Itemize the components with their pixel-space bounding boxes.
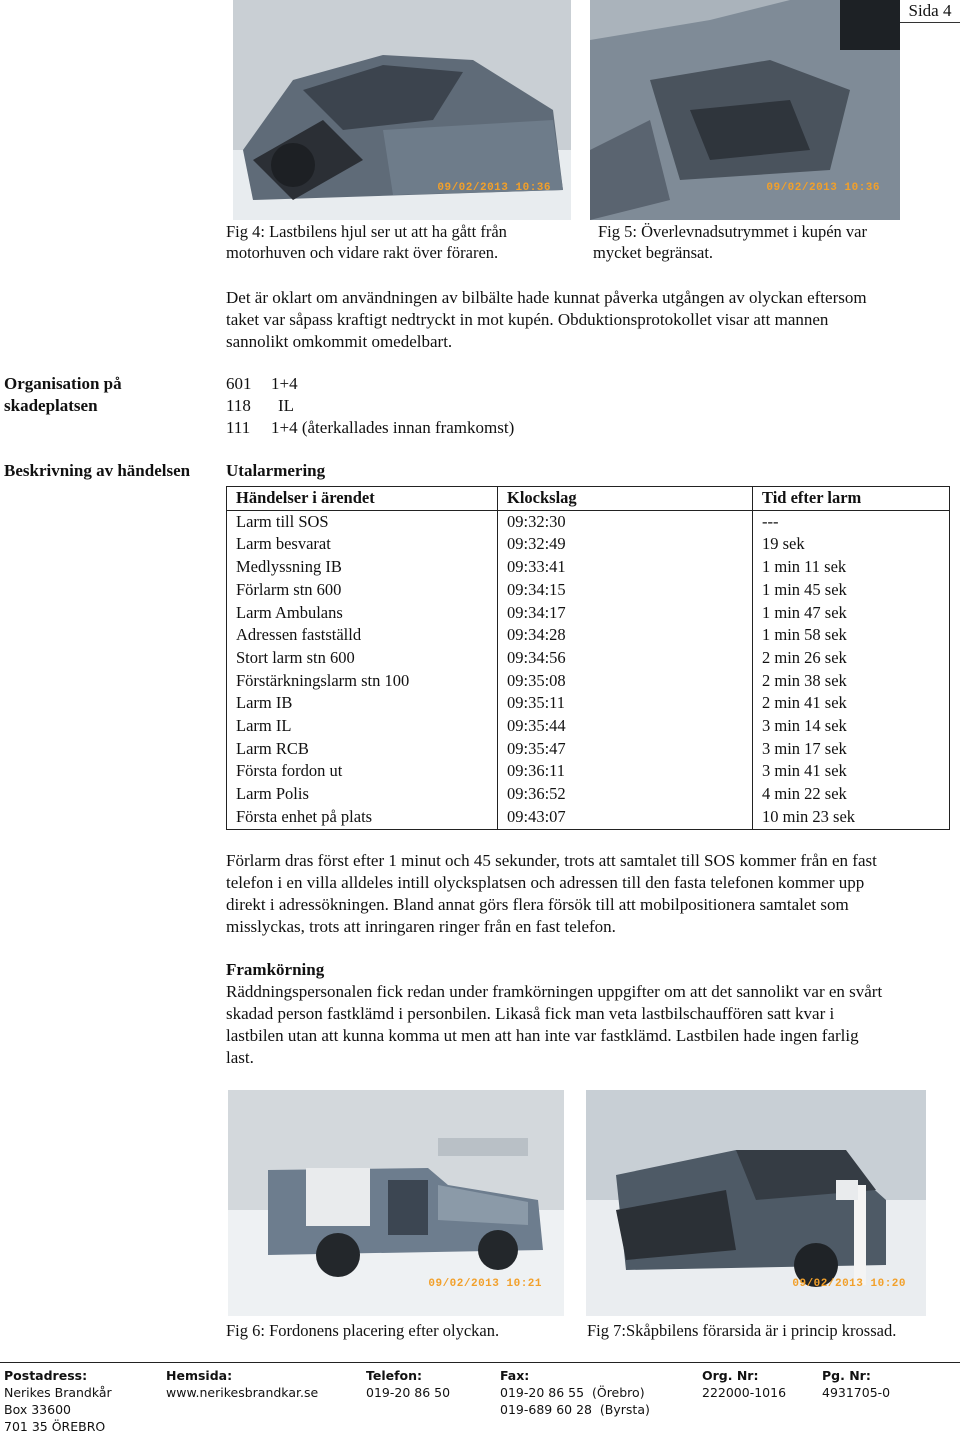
fig7-timestamp: 09/02/2013 10:20 bbox=[792, 1278, 906, 1290]
elapsed-cell: 3 min 17 sek bbox=[753, 738, 950, 761]
fig4-photo bbox=[233, 0, 571, 220]
elapsed-cell: 19 sek bbox=[753, 533, 950, 556]
event-cell: Larm besvarat bbox=[227, 533, 498, 556]
description-label: Beskrivning av händelsen bbox=[4, 461, 191, 480]
fig7-photo bbox=[586, 1090, 926, 1316]
fig7-caption: Fig 7:Skåpbilens förarsida är i princip krossad. bbox=[587, 1321, 897, 1340]
time-cell: 09:35:08 bbox=[498, 670, 753, 693]
forlarm-paragraph: Förlarm dras först efter 1 minut och 45 sekunder, trots att samtalet till SOS kommer från en fast telefon i en villa alldeles intill olycksplatsen och adressen till den fasta telefonen kommer upp direkt i adressökningen. Bland annat görs flera försök till att mobilpositionera samtalet som misslyckas, trots att inringaren ringer från en fast telefon. bbox=[226, 851, 877, 936]
framkorning-heading: Framkörning bbox=[226, 960, 325, 979]
table-row bbox=[227, 692, 950, 715]
events-table bbox=[226, 486, 950, 830]
event-cell: Larm IB bbox=[227, 692, 498, 715]
header-time: Klockslag bbox=[498, 487, 753, 511]
page-number: Sida 4 bbox=[899, 0, 960, 23]
event-cell: Larm Ambulans bbox=[227, 602, 498, 625]
elapsed-cell: 3 min 14 sek bbox=[753, 715, 950, 738]
event-cell: Stort larm stn 600 bbox=[227, 647, 498, 670]
fig4-caption: Fig 4: Lastbilens hjul ser ut att ha gått från motorhuven och vidare rakt över föraren. bbox=[226, 222, 507, 262]
time-cell: 09:34:17 bbox=[498, 602, 753, 625]
elapsed-cell: 1 min 11 sek bbox=[753, 556, 950, 579]
fig5-photo bbox=[590, 0, 900, 220]
event-cell: Larm Polis bbox=[227, 783, 498, 806]
table-row bbox=[227, 670, 950, 693]
unit-row: 118 IL bbox=[226, 396, 295, 415]
table-row bbox=[227, 647, 950, 670]
fig6-photo bbox=[228, 1090, 564, 1316]
event-cell: Förstärkningslarm stn 100 bbox=[227, 670, 498, 693]
utalarmering-heading: Utalarmering bbox=[226, 461, 326, 480]
unit-row: 601 1+4 bbox=[226, 374, 298, 393]
redacted-area bbox=[306, 1168, 370, 1226]
event-cell: Första enhet på plats bbox=[227, 806, 498, 829]
event-cell: Förlarm stn 600 bbox=[227, 579, 498, 602]
intro-paragraph: Det är oklart om användningen av bilbälte hade kunnat påverka utgången av olyckan eftersom taket var såpass kraftigt nedtryckt in mot kupén. Obduktionsprotokollet visar att mannen sannolikt omkommit omedelbart. bbox=[226, 288, 867, 351]
elapsed-cell: --- bbox=[753, 510, 950, 533]
footer-hemsida: Hemsida: www.nerikesbrandkar.se bbox=[166, 1368, 319, 1400]
time-cell: 09:32:30 bbox=[498, 510, 753, 533]
table-header-row bbox=[227, 487, 950, 511]
framkorning-paragraph: Räddningspersonalen fick redan under framkörningen uppgifter om att det sannolikt var en svårt skadad person fastklämd i personbilen. Likaså fick man veta lastbilschauffören satt kvar i lastbilen utan att kunna komma ut men att han inte var fastklämd. Lastbilen hade ingen farlig last. bbox=[226, 982, 883, 1067]
fig5-timestamp: 09/02/2013 10:36 bbox=[766, 182, 880, 194]
time-cell: 09:34:56 bbox=[498, 647, 753, 670]
event-cell: Larm till SOS bbox=[227, 510, 498, 533]
event-cell: Första fordon ut bbox=[227, 760, 498, 783]
table-row bbox=[227, 579, 950, 602]
time-cell: 09:36:11 bbox=[498, 760, 753, 783]
table-row bbox=[227, 510, 950, 533]
table-row bbox=[227, 715, 950, 738]
table-row bbox=[227, 806, 950, 829]
header-elapsed: Tid efter larm bbox=[753, 487, 950, 511]
table-row bbox=[227, 738, 950, 761]
table-row bbox=[227, 602, 950, 625]
elapsed-cell: 1 min 47 sek bbox=[753, 602, 950, 625]
organisation-label: Organisation på skadeplatsen bbox=[4, 374, 122, 415]
time-cell: 09:35:47 bbox=[498, 738, 753, 761]
footer-postadress: Postadress: Nerikes Brandkår Box 33600 701 35 ÖREBRO bbox=[4, 1368, 112, 1434]
fig5-caption: Fig 5: Överlevnadsutrymmet i kupén var mycket begränsat. bbox=[593, 222, 867, 262]
footer-fax: Fax: 019-20 86 55 (Örebro) 019-689 60 28 (Byrsta) bbox=[500, 1368, 650, 1417]
table-row bbox=[227, 556, 950, 579]
organisation-units bbox=[226, 373, 514, 439]
elapsed-cell: 4 min 22 sek bbox=[753, 783, 950, 806]
elapsed-cell: 1 min 58 sek bbox=[753, 624, 950, 647]
time-cell: 09:36:52 bbox=[498, 783, 753, 806]
elapsed-cell: 2 min 26 sek bbox=[753, 647, 950, 670]
fig6-timestamp: 09/02/2013 10:21 bbox=[428, 1278, 542, 1290]
table-row bbox=[227, 760, 950, 783]
fig6-caption: Fig 6: Fordonens placering efter olyckan. bbox=[226, 1321, 500, 1340]
elapsed-cell: 1 min 45 sek bbox=[753, 579, 950, 602]
elapsed-cell: 10 min 23 sek bbox=[753, 806, 950, 829]
table-row bbox=[227, 624, 950, 647]
unit-row: 111 1+4 (återkallades innan framkomst) bbox=[226, 418, 515, 437]
event-cell: Larm RCB bbox=[227, 738, 498, 761]
event-cell: Medlyssning IB bbox=[227, 556, 498, 579]
redacted-area bbox=[836, 1180, 858, 1200]
elapsed-cell: 2 min 38 sek bbox=[753, 670, 950, 693]
time-cell: 09:43:07 bbox=[498, 806, 753, 829]
event-cell: Adressen fastställd bbox=[227, 624, 498, 647]
header-events: Händelser i ärendet bbox=[227, 487, 498, 511]
time-cell: 09:35:44 bbox=[498, 715, 753, 738]
time-cell: 09:32:49 bbox=[498, 533, 753, 556]
elapsed-cell: 3 min 41 sek bbox=[753, 760, 950, 783]
time-cell: 09:33:41 bbox=[498, 556, 753, 579]
table-row bbox=[227, 783, 950, 806]
time-cell: 09:34:15 bbox=[498, 579, 753, 602]
time-cell: 09:35:11 bbox=[498, 692, 753, 715]
website-link[interactable]: www.nerikesbrandkar.se bbox=[166, 1385, 319, 1400]
events-body bbox=[227, 510, 950, 829]
table-row bbox=[227, 533, 950, 556]
event-cell: Larm IL bbox=[227, 715, 498, 738]
fig4-timestamp: 09/02/2013 10:36 bbox=[437, 182, 551, 194]
time-cell: 09:34:28 bbox=[498, 624, 753, 647]
footer-pgnr: Pg. Nr: 4931705-0 bbox=[822, 1368, 891, 1400]
elapsed-cell: 2 min 41 sek bbox=[753, 692, 950, 715]
footer-orgnr: Org. Nr: 222000-1016 bbox=[702, 1368, 787, 1400]
page-footer bbox=[0, 1362, 960, 1437]
footer-telefon: Telefon: 019-20 86 50 bbox=[366, 1368, 451, 1400]
